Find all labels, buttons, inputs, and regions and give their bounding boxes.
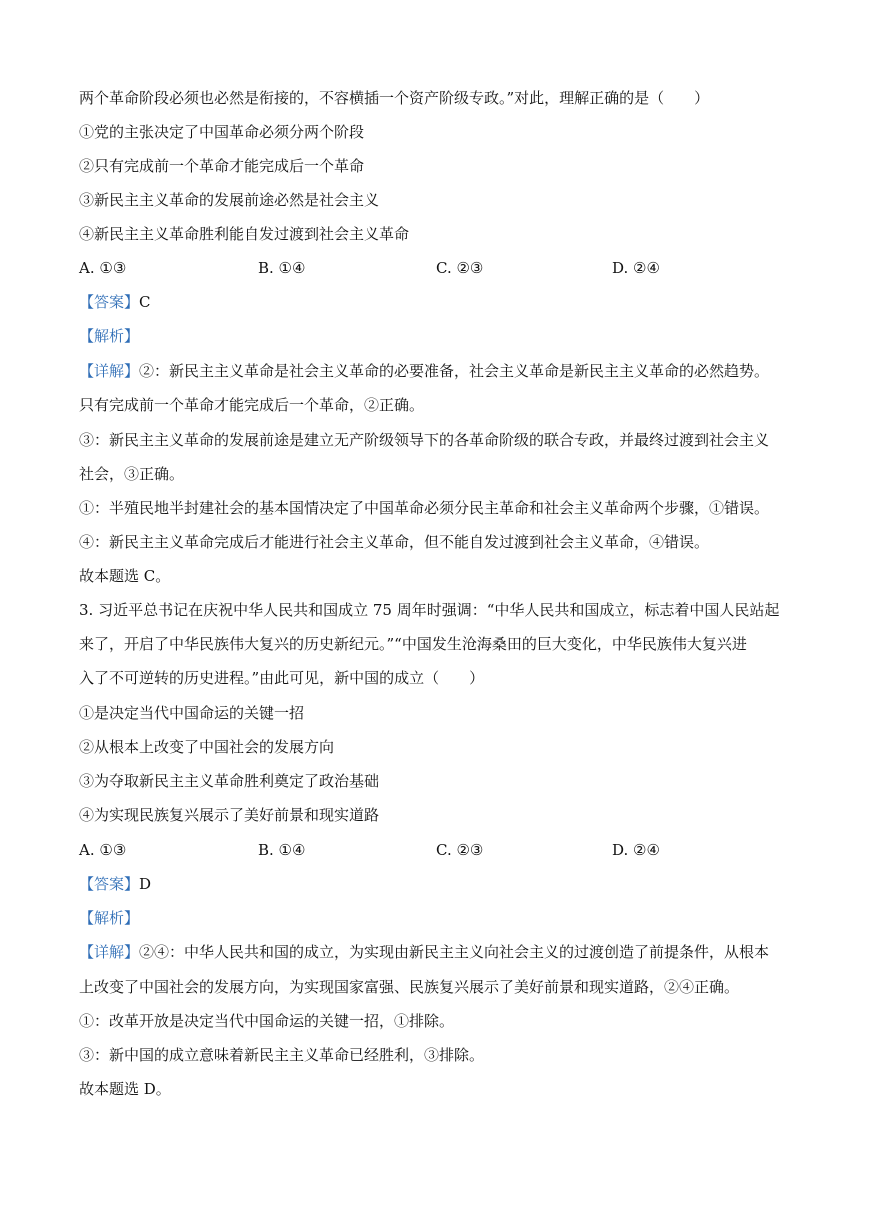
- statement-item: ③为夺取新民主主义革命胜利奠定了政治基础: [79, 772, 380, 790]
- detail-tag: 【详解】: [79, 362, 140, 380]
- option-b: B. ①④: [258, 841, 306, 859]
- detail-tag: 【详解】: [79, 943, 140, 961]
- detail-line: 社会，③正确。: [79, 465, 185, 483]
- detail-line: ①：半殖民地半封建社会的基本国情决定了中国革命必须分民主革命和社会主义革命两个步骤，①错误。: [79, 499, 770, 517]
- detail-line: ④：新民主主义革命完成后才能进行社会主义革命，但不能自发过渡到社会主义革命，④错误。: [79, 533, 710, 551]
- statement-item: ④新民主主义革命胜利能自发过渡到社会主义革命: [79, 225, 410, 243]
- option-a: A. ①③: [79, 259, 127, 277]
- detail-text: ②：新民主主义革命是社会主义革命的必要准备，社会主义革命是新民主主义革命的必然趋势。: [139, 362, 770, 380]
- detail-line: ①：改革开放是决定当代中国命运的关键一招，①排除。: [79, 1012, 455, 1030]
- statement-item: ①是决定当代中国命运的关键一招: [79, 704, 305, 722]
- detail-line: 只有完成前一个革命才能完成后一个革命，②正确。: [79, 396, 425, 414]
- question-stem-line: 3. 习近平总书记在庆祝中华人民共和国成立 75 周年时强调：“中华人民共和国成立，标志着中国人民站起: [79, 601, 780, 619]
- option-a: A. ①③: [79, 841, 127, 859]
- option-b: B. ①④: [258, 259, 306, 277]
- answer-options: [79, 258, 779, 278]
- statement-item: ④为实现民族复兴展示了美好前景和现实道路: [79, 806, 380, 824]
- option-d: D. ②④: [612, 841, 660, 859]
- statement-item: ①党的主张决定了中国革命必须分两个阶段: [79, 123, 365, 141]
- answer-value: C: [139, 293, 151, 311]
- detail-line: ③：新民主主义革命的发展前途是建立无产阶级领导下的各革命阶级的联合专政，并最终过渡到社会主义: [79, 431, 770, 449]
- answer-options: [79, 840, 779, 860]
- detail-line: [79, 942, 791, 962]
- detail-text: ②④：中华人民共和国的成立，为实现由新民主主义向社会主义的过渡创造了前提条件，从根本: [139, 943, 770, 961]
- statement-item: ③新民主主义革命的发展前途必然是社会主义: [79, 191, 380, 209]
- answer-tag: 【答案】: [79, 293, 140, 311]
- option-c: C. ②③: [436, 259, 484, 277]
- answer-tag: 【答案】: [79, 875, 140, 893]
- option-d: D. ②④: [612, 259, 660, 277]
- analysis-tag: 【解析】: [79, 327, 140, 345]
- question-stem-line: 来了，开启了中华民族伟大复兴的历史新纪元。”“中国发生沧海桑田的巨大变化，中华民族伟大复兴进: [79, 635, 747, 653]
- question-stem-line: 入了不可逆转的历史进程。”由此可见，新中国的成立（ ）: [79, 669, 485, 687]
- answer-value: D: [139, 875, 152, 893]
- detail-line: ③：新中国的成立意味着新民主主义革命已经胜利，③排除。: [79, 1046, 485, 1064]
- statement-item: ②从根本上改变了中国社会的发展方向: [79, 738, 335, 756]
- detail-line: [79, 361, 791, 381]
- analysis-tag: 【解析】: [79, 909, 140, 927]
- option-c: C. ②③: [436, 841, 484, 859]
- answer-line: [79, 292, 791, 312]
- conclusion-line: 故本题选 C。: [79, 567, 171, 585]
- detail-line: 上改变了中国社会的发展方向，为实现国家富强、民族复兴展示了美好前景和现实道路，②④正确。: [79, 978, 740, 996]
- statement-item: ②只有完成前一个革命才能完成后一个革命: [79, 157, 365, 175]
- conclusion-line: 故本题选 D。: [79, 1080, 171, 1098]
- question-stem-line: 两个革命阶段必须也必然是衔接的，不容横插一个资产阶级专政。”对此，理解正确的是（ ）: [79, 89, 710, 107]
- answer-line: [79, 874, 791, 894]
